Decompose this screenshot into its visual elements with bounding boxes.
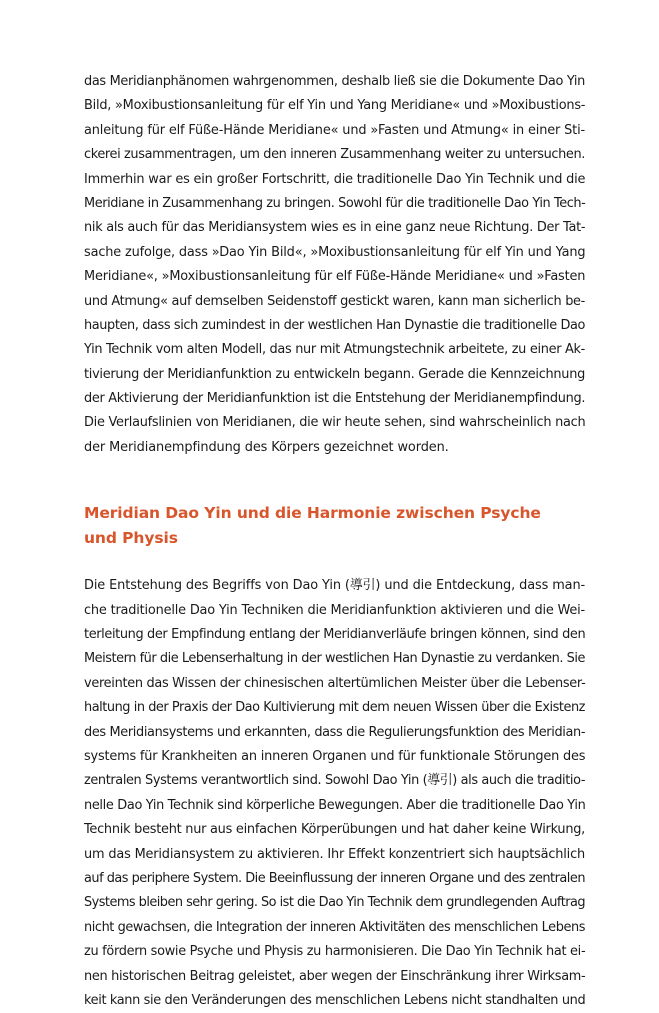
text-line: nelle Dao Yin Technik sind körperliche Bewegungen. Aber die traditionelle Dao Yin [84,797,586,813]
text-line: Meridiane«, »Moxibustionsanleitung für elf Füße-Hände Meridiane« und »Fasten [84,269,586,285]
text-line: Meistern für die Lebenserhaltung in der westlichen Han Dynastie zu verdanken. Sie [84,651,585,667]
text-line: Systems bleiben sehr gering. So ist die Dao Yin Technik dem grundlegenden Auftrag [84,895,585,911]
text-line: anleitung für elf Füße-Hände Meridiane« und »Fasten und Atmung« in einer Sti- [84,122,585,138]
text-line: vereinten das Wissen der chinesischen altertümlichen Meister über die Lebenser- [84,675,586,691]
text-line: haupten, dass sich zumindest in der westlichen Han Dynastie die traditionelle Dao [84,317,585,333]
text-line: nik als auch für das Meridiansystem wies es in eine ganz neue Richtung. Der Tat- [84,220,586,236]
heading-line: Meridian Dao Yin und die Harmonie zwischen Psyche [84,504,541,523]
document-page [84,70,585,1013]
text-line: zentralen Systems verantwortlich sind. Sowohl Dao Yin (導引) als auch die traditio- [84,773,586,789]
text-line: che traditionelle Dao Yin Techniken die Meridianfunktion aktivieren und die Wei- [84,602,585,618]
text-line: Meridiane in Zusammenhang zu bringen. Sowohl für die traditionelle Dao Yin Tech- [84,195,586,211]
text-line: sache zufolge, dass »Dao Yin Bild«, »Moxibustionsanleitung für elf Yin und Yang [84,244,586,260]
text-line: Die Entstehung des Begriffs von Dao Yin (導引) und die Entdeckung, dass man- [84,578,586,594]
text-line: Yin Technik vom alten Modell, das nur mit Atmungstechnik arbeitete, zu einer Ak- [84,342,585,358]
text-line: das Meridianphänomen wahrgenommen, deshalb ließ sie die Dokumente Dao Yin [84,74,585,89]
text-line: ckerei zusammentragen, um den inneren Zusammenhang weiter zu untersuchen. [84,147,585,163]
text-line: um das Meridiansystem zu aktivieren. Ihr Effekt konzentriert sich hauptsächlich [84,846,585,862]
text-line: Immerhin war es ein großer Fortschritt, die traditionelle Dao Yin Technik und die [84,171,586,187]
text-line: systems für Krankheiten an inneren Organen und für funktionale Störungen des [84,748,586,764]
text-line: tivierung der Meridianfunktion zu entwickeln begann. Gerade die Kennzeichnung [84,366,585,382]
text-line: nen historischen Beitrag geleistet, aber wegen der Einschränkung ihrer Wirksam- [84,968,586,984]
text-line: der Aktivierung der Meridianfunktion ist die Entstehung der Meridianempfindung. [84,391,586,407]
heading-line: und Physis [84,529,178,548]
paragraph-1 [84,70,585,460]
text-line: Die Verlaufslinien von Meridianen, die wir heute sehen, sind wahrscheinlich nach [84,415,586,431]
text-line: terleitung der Empfindung entlang der Meridianverläufe bringen können, sind den [84,627,586,643]
text-line: der Meridianempfindung des Körpers gezeichnet worden. [84,439,449,455]
text-line: Bild, »Moxibustionsanleitung für elf Yin und Yang Meridiane« und »Moxibustions- [84,98,586,114]
text-line: haltung in der Praxis der Dao Kultivierung mit dem neuen Wissen über die Existenz [84,700,585,716]
text-line: auf das periphere System. Die Beeinflussung der inneren Organe und des zentralen [84,870,585,886]
text-line: zu fördern sowie Psyche und Physis zu harmonisieren. Die Dao Yin Technik hat ei- [84,944,586,960]
text-line: des Meridiansystems und erkannten, dass die Regulierungsfunktion des Meridian- [84,724,586,740]
text-line: keit kann sie den Veränderungen des menschlichen Lebens nicht standhalten und [84,992,586,1008]
text-line: nicht gewachsen, die Integration der inneren Aktivitäten des menschlichen Lebens [84,919,585,935]
text-line: und Atmung« auf demselben Seidenstoff gestickt waren, kann man sicherlich be- [84,293,585,309]
paragraph-2 [84,574,585,1013]
text-line: Technik besteht nur aus einfachen Körperübungen und hat daher keine Wirkung, [84,822,585,838]
section-heading [84,501,585,551]
